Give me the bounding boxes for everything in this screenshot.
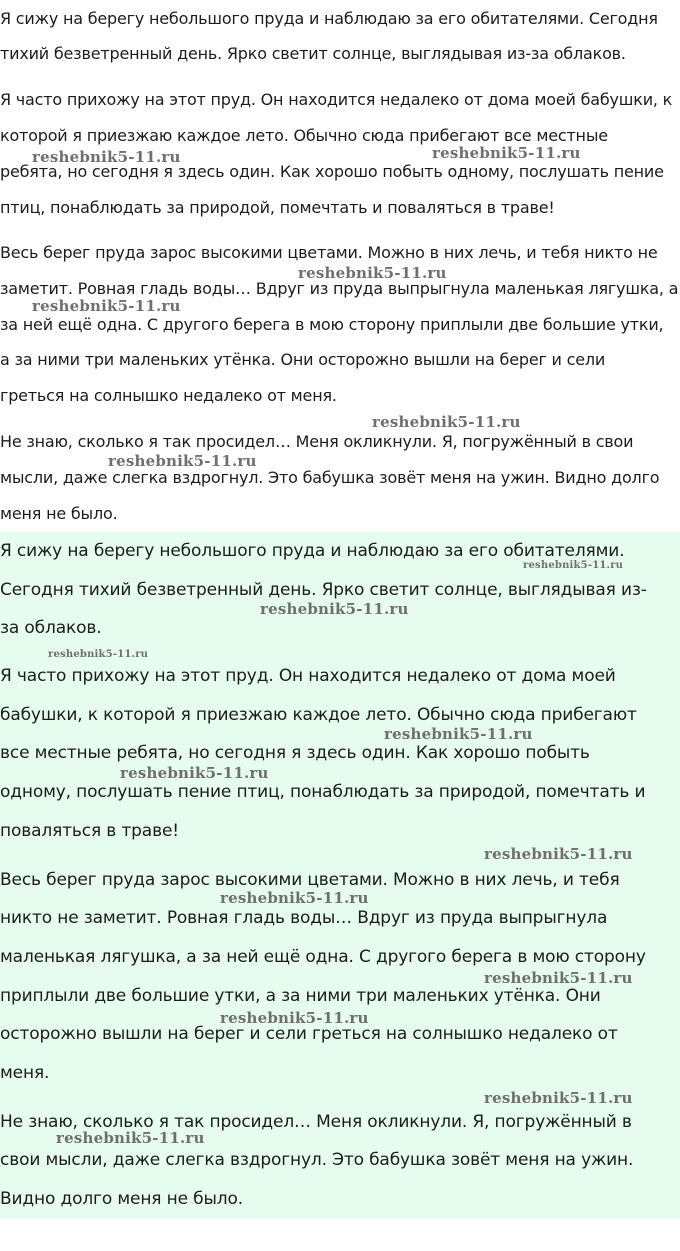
text-line: Весь берег пруда зарос высокими цветами. Можно в них лечь, и тебя никто не: [0, 243, 658, 262]
text-line: ребята, но сегодня я здесь один. Как хорошо побыть одному, послушать пение: [0, 162, 664, 181]
text-line: а за ними три маленьких утёнка. Они осторожно вышли на берег и сели: [0, 350, 606, 369]
text-line: меня не было.: [0, 504, 118, 523]
text-line: никто не заметит. Ровная гладь воды… Вдруг из пруда выпрыгнула: [0, 908, 608, 928]
watermark: reshebnik5-11.ru: [32, 297, 181, 315]
watermark: reshebnik5-11.ru: [523, 560, 624, 571]
text-line: Не знаю, сколько я так просидел… Меня окликнули. Я, погружённый в: [0, 1112, 632, 1132]
text-line: Я часто прихожу на этот пруд. Он находится недалеко от дома моей бабушки, к: [0, 90, 673, 109]
text-line: Весь берег пруда зарос высокими цветами. Можно в них лечь, и тебя: [0, 870, 620, 890]
text-line: маленькая лягушка, а за ней ещё одна. С другого берега в мою сторону: [0, 947, 646, 967]
watermark: reshebnik5-11.ru: [372, 413, 521, 431]
text-line: Я сижу на берегу небольшого пруда и наблюдаю за его обитателями. Сегодня: [0, 9, 658, 28]
text-line: Сегодня тихий безветренный день. Ярко светит солнце, выглядывая из-: [0, 580, 647, 600]
text-line: свои мысли, даже слегка вздрогнул. Это бабушка зовёт меня на ужин.: [0, 1150, 634, 1170]
watermark: reshebnik5-11.ru: [56, 1129, 205, 1147]
text-line: Видно долго меня не было.: [0, 1189, 243, 1209]
text-line: Не знаю, сколько я так просидел… Меня окликнули. Я, погружённый в свои: [0, 432, 634, 451]
text-line: мысли, даже слегка вздрогнул. Это бабушка зовёт меня на ужин. Видно долго: [0, 468, 660, 487]
text-line: Я сижу на берегу небольшого пруда и наблюдаю за его обитателями.: [0, 541, 625, 561]
text-line: тихий безветренный день. Ярко светит солнце, выглядывая из-за облаков.: [0, 44, 626, 63]
text-line: греться на солнышко недалеко от меня.: [0, 386, 337, 405]
watermark: reshebnik5-11.ru: [484, 845, 633, 863]
watermark: reshebnik5-11.ru: [48, 649, 149, 660]
text-line: все местные ребята, но сегодня я здесь один. Как хорошо побыть: [0, 743, 590, 763]
text-line: одному, послушать пение птиц, понаблюдать за природой, помечтать и: [0, 782, 646, 802]
text-line: Я часто прихожу на этот пруд. Он находится недалеко от дома моей: [0, 666, 616, 686]
text-line: осторожно вышли на берег и сели греться на солнышко недалеко от: [0, 1024, 618, 1044]
watermark: reshebnik5-11.ru: [220, 1009, 369, 1027]
watermark: reshebnik5-11.ru: [220, 889, 369, 907]
watermark: reshebnik5-11.ru: [384, 725, 533, 743]
text-line: заметит. Ровная гладь воды… Вдруг из пруда выпрыгнула маленькая лягушка, а: [0, 279, 679, 298]
text-line: поваляться в траве!: [0, 821, 179, 841]
text-line: птиц, понаблюдать за природой, помечтать и поваляться в траве!: [0, 198, 555, 217]
watermark: reshebnik5-11.ru: [484, 1089, 633, 1107]
text-line: за ней ещё одна. С другого берега в мою сторону приплыли две большие утки,: [0, 315, 664, 334]
text-line: приплыли две большие утки, а за ними три маленьких утёнка. Они: [0, 986, 601, 1006]
watermark: reshebnik5-11.ru: [298, 264, 447, 282]
watermark: reshebnik5-11.ru: [260, 600, 409, 618]
watermark: reshebnik5-11.ru: [108, 452, 257, 470]
watermark: reshebnik5-11.ru: [432, 144, 581, 162]
text-line: которой я приезжаю каждое лето. Обычно сюда прибегают все местные: [0, 126, 608, 145]
text-line: бабушки, к которой я приезжаю каждое лето. Обычно сюда прибегают: [0, 705, 637, 725]
text-line: за облаков.: [0, 618, 102, 638]
text-block-1: [0, 0, 680, 532]
watermark: reshebnik5-11.ru: [120, 764, 269, 782]
text-line: меня.: [0, 1063, 50, 1083]
text-block-2: [0, 532, 680, 1219]
watermark: reshebnik5-11.ru: [32, 148, 181, 166]
watermark: reshebnik5-11.ru: [484, 969, 633, 987]
